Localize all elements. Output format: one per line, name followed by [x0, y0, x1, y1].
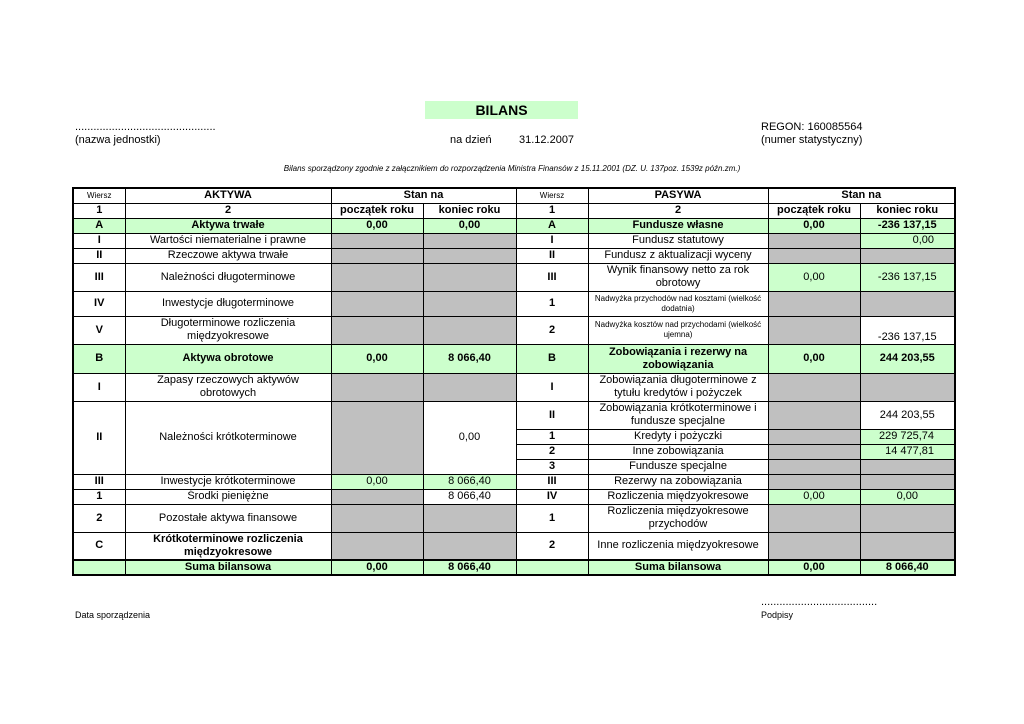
row-label: Inwestycje krótkoterminowe [125, 474, 331, 489]
row-code: II [516, 401, 588, 429]
value-end [423, 291, 516, 316]
value-end: 14 477,81 [860, 444, 955, 459]
value-start [768, 474, 860, 489]
value-end: 244 203,55 [860, 401, 955, 429]
table-row [73, 401, 955, 429]
table-row [73, 474, 955, 489]
row-code: II [516, 248, 588, 263]
value-start: 0,00 [768, 263, 860, 291]
row-label: Rozliczenia międzyokresowe przychodów [588, 504, 768, 532]
value-start [768, 459, 860, 474]
value-end [860, 532, 955, 560]
col-header-poczatek: początek roku [768, 203, 860, 218]
table-row [73, 233, 955, 248]
row-code: 2 [516, 316, 588, 344]
row-code: B [73, 344, 125, 373]
value-end: 244 203,55 [860, 344, 955, 373]
value-end [423, 373, 516, 401]
row-label: Nadwyżka przychodów nad kosztami (wielkość dodatnia) [588, 291, 768, 316]
row-code: IV [516, 489, 588, 504]
row-label: Zobowiązania i rezerwy na zobowiązania [588, 344, 768, 373]
table-row [73, 373, 955, 401]
row-code: III [516, 474, 588, 489]
value-start: 0,00 [768, 489, 860, 504]
row-label: Zapasy rzeczowych aktywów obrotowych [125, 373, 331, 401]
date-label: na dzień [450, 134, 492, 146]
col-number: 1 [516, 203, 588, 218]
row-label: Fundusz z aktualizacji wyceny [588, 248, 768, 263]
table-row [73, 291, 955, 316]
signature-dots: ...................................... [761, 596, 878, 608]
value-start [331, 233, 423, 248]
row-code: C [73, 532, 125, 560]
value-end [423, 233, 516, 248]
table-row [73, 263, 955, 291]
col-header-aktywa: AKTYWA [125, 188, 331, 203]
row-label: Aktywa obrotowe [125, 344, 331, 373]
row-label: Suma bilansowa [125, 560, 331, 575]
col-number: 1 [73, 203, 125, 218]
row-code: 2 [73, 504, 125, 532]
row-code: I [73, 373, 125, 401]
value-start: 0,00 [768, 344, 860, 373]
row-label: Inwestycje długoterminowe [125, 291, 331, 316]
value-end [423, 532, 516, 560]
row-code: 2 [516, 532, 588, 560]
row-code: V [73, 316, 125, 344]
value-end [860, 373, 955, 401]
row-code: 1 [73, 489, 125, 504]
value-start [331, 489, 423, 504]
row-code [516, 560, 588, 575]
row-code: I [516, 233, 588, 248]
row-label: Pozostałe aktywa finansowe [125, 504, 331, 532]
value-end [860, 504, 955, 532]
value-start [768, 248, 860, 263]
col-header-koniec: koniec roku [860, 203, 955, 218]
col-header-wiersz: Wiersz [516, 188, 588, 203]
value-end [423, 504, 516, 532]
row-label: Kredyty i pożyczki [588, 429, 768, 444]
value-end: 0,00 [423, 401, 516, 474]
value-start: 0,00 [331, 560, 423, 575]
total-row [73, 560, 955, 575]
row-code: 1 [516, 429, 588, 444]
col-number: 2 [588, 203, 768, 218]
col-header-poczatek: początek roku [331, 203, 423, 218]
row-code: IV [73, 291, 125, 316]
row-code: 1 [516, 504, 588, 532]
value-end: 0,00 [423, 218, 516, 233]
header-row [73, 188, 955, 203]
col-number: 2 [125, 203, 331, 218]
signature-label: Podpisy [761, 610, 794, 620]
value-end: -236 137,15 [860, 316, 955, 344]
value-start: 0,00 [331, 474, 423, 489]
col-header-pasywa: PASYWA [588, 188, 768, 203]
value-start [768, 504, 860, 532]
row-code: 3 [516, 459, 588, 474]
row-label: Rozliczenia międzyokresowe [588, 489, 768, 504]
value-start [768, 429, 860, 444]
value-end: -236 137,15 [860, 263, 955, 291]
value-start: 0,00 [768, 218, 860, 233]
row-code: II [73, 401, 125, 474]
value-start [331, 248, 423, 263]
col-header-koniec: koniec roku [423, 203, 516, 218]
value-end [423, 316, 516, 344]
value-end: 8 066,40 [423, 474, 516, 489]
value-start [331, 401, 423, 474]
row-code: 2 [516, 444, 588, 459]
value-end [860, 474, 955, 489]
value-end: 0,00 [860, 233, 955, 248]
row-code: A [516, 218, 588, 233]
document-title: BILANS [425, 101, 578, 119]
creation-date-label: Data sporządzenia [75, 610, 151, 620]
row-code: 1 [516, 291, 588, 316]
row-label: Inne zobowiązania [588, 444, 768, 459]
col-header-wiersz: Wiersz [73, 188, 125, 203]
col-header-stan-aktywa: Stan na [331, 188, 516, 203]
row-code: I [73, 233, 125, 248]
value-start [331, 263, 423, 291]
value-start: 0,00 [768, 560, 860, 575]
value-start [331, 532, 423, 560]
value-start [331, 504, 423, 532]
table-row [73, 218, 955, 233]
value-end [860, 459, 955, 474]
row-label: Rzeczowe aktywa trwałe [125, 248, 331, 263]
table-row [73, 489, 955, 504]
date-value: 31.12.2007 [519, 134, 575, 146]
value-end [423, 263, 516, 291]
row-label: Aktywa trwałe [125, 218, 331, 233]
row-label: Długoterminowe rozliczenia międzyokresowe [125, 316, 331, 344]
value-start [768, 444, 860, 459]
value-end: 8 066,40 [423, 344, 516, 373]
value-start [768, 532, 860, 560]
value-end [423, 248, 516, 263]
value-start: 0,00 [331, 218, 423, 233]
row-code: II [73, 248, 125, 263]
value-start [331, 316, 423, 344]
row-label: Fundusz statutowy [588, 233, 768, 248]
balance-table [72, 187, 956, 576]
value-end [860, 248, 955, 263]
row-label: Zobowiązania krótkoterminowe i fundusze specjalne [588, 401, 768, 429]
row-code: III [73, 474, 125, 489]
row-code: III [516, 263, 588, 291]
value-start [768, 291, 860, 316]
table-row [73, 532, 955, 560]
row-code: A [73, 218, 125, 233]
row-label: Krótkoterminowe rozliczenia międzyokresowe [125, 532, 331, 560]
value-end: -236 137,15 [860, 218, 955, 233]
col-header-stan-pasywa: Stan na [768, 188, 955, 203]
value-start [768, 316, 860, 344]
row-code: B [516, 344, 588, 373]
row-label: Suma bilansowa [588, 560, 768, 575]
row-label: Fundusze własne [588, 218, 768, 233]
value-end [860, 291, 955, 316]
subheader-row [73, 203, 955, 218]
value-start [768, 401, 860, 429]
value-start: 0,00 [331, 344, 423, 373]
stat-number-label: (numer statystyczny) [761, 134, 863, 146]
row-label: Inne rozliczenia międzyokresowe [588, 532, 768, 560]
table-row [73, 344, 955, 373]
table-row [73, 248, 955, 263]
unit-name-dots: .............................................. [75, 121, 216, 133]
row-label: Nadwyżka kosztów nad przychodami (wielkość ujemna) [588, 316, 768, 344]
value-start [331, 373, 423, 401]
value-end: 229 725,74 [860, 429, 955, 444]
row-label: Fundusze specjalne [588, 459, 768, 474]
table-row [73, 504, 955, 532]
table-row [73, 316, 955, 344]
row-label: Należności długoterminowe [125, 263, 331, 291]
value-start [768, 373, 860, 401]
row-label: Wartości niematerialne i prawne [125, 233, 331, 248]
row-label: Zobowiązania długoterminowe z tytułu kredytów i pożyczek [588, 373, 768, 401]
value-start [768, 233, 860, 248]
row-label: Środki pieniężne [125, 489, 331, 504]
row-code: III [73, 263, 125, 291]
row-code [73, 560, 125, 575]
unit-name-label: (nazwa jednostki) [75, 134, 161, 146]
row-code: I [516, 373, 588, 401]
value-end: 8 066,40 [423, 489, 516, 504]
row-label: Wynik finansowy netto za rok obrotowy [588, 263, 768, 291]
regulation-note: Bilans sporządzony zgodnie z załącznikiem do rozporządzenia Ministra Finansów z 15.11.2001 (DZ. U. 137poz. 1539z późn.zm.) [283, 164, 741, 173]
value-start [331, 291, 423, 316]
regon-number: REGON: 160085564 [761, 121, 863, 133]
value-end: 8 066,40 [423, 560, 516, 575]
row-label: Rezerwy na zobowiązania [588, 474, 768, 489]
value-end: 8 066,40 [860, 560, 955, 575]
value-end: 0,00 [860, 489, 955, 504]
row-label: Należności krótkoterminowe [125, 401, 331, 474]
